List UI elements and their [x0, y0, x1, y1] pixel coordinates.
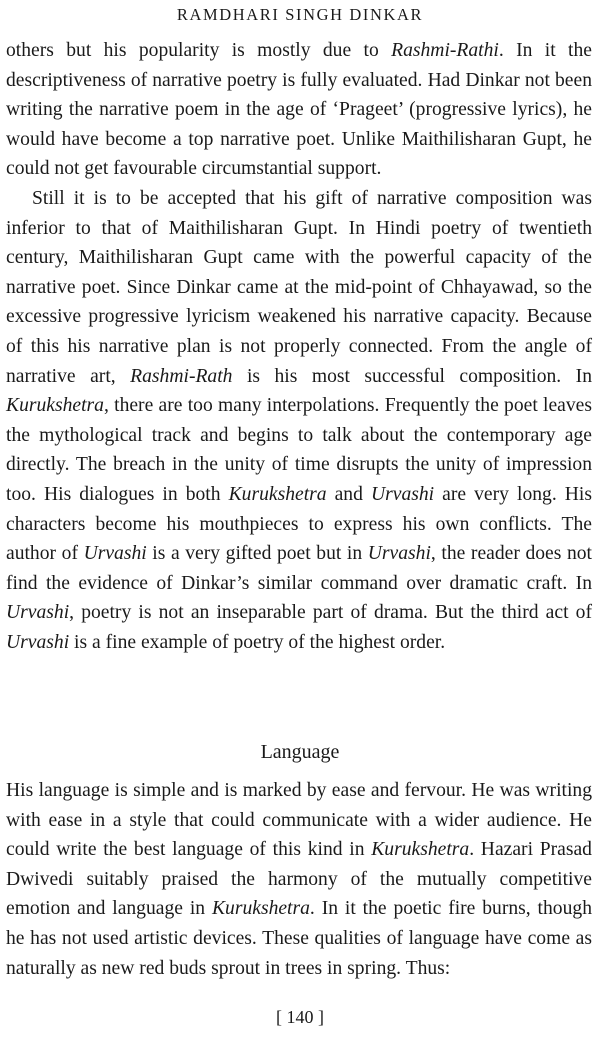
italic-title: Urvashi: [367, 543, 431, 565]
italic-title: Urvashi: [370, 483, 435, 505]
paragraph: Still it is to be accepted that his gift of narrative composition was inferior to that of Maithilisharan Gupt. In Hindi poetry of twentieth century, Maithilisharan Gupt came with the powerful capacity of the narrative poet. Since Dinkar came at the mid-point of Chhayawad, so the excessive progressive lyricism weakened his narrative capacity. Because of this his narrative plan is not properly connected. From the angle of narrative art, Rashmi-Rath is his most successful composition. In Kurukshetra, there are too many interpolations. Frequently the poet leaves the mythological track and begins to talk about the contemporary age directly. The breach in the unity of time disrupts the unity of impression too. His dialogues in both Kurukshetra and Urvashi are very long. His characters become his mouthpieces to express his own conflicts. The author of Urvashi is a very gifted poet but in Urvashi, the reader does not find the evidence of Dinkar’s similar command over dramatic craft. In Urvashi, poetry is not an inseparable part of drama. But the third act of Urvashi is a fine example of poetry of the highest order.: [6, 187, 593, 653]
italic-title: Kurukshetra: [6, 395, 104, 417]
italic-title: Urvashi: [83, 543, 147, 565]
section-heading: Language: [260, 741, 340, 763]
page-number: [ 140 ]: [276, 1007, 324, 1027]
paragraph: others but his popularity is mostly due to Rashmi-Rathi. In it the descriptiveness of narrative poetry is fully evaluated. Had Dinkar not been writing the narrative poem in the age of ‘Prageet’ (progressive lyrics), he would have become a top narrative poet. Unlike Maithilisharan Gupt, he could not get favourable circumstantial support.: [6, 40, 592, 180]
paragraph: His language is simple and is marked by ease and fervour. He was writing with ease in a style that could communicate with a wider audience. He could write the best language of this kind in Kurukshetra. Hazari Prasad Dwivedi suitably praised the harmony of the mutually competitive emotion and language in Kurukshetra. In it the poetic fire burns, though he has not used artistic devices. These qualities of language have come as naturally as new red buds sprout in trees in spring. Thus:: [6, 780, 592, 979]
body-text-block: [6, 36, 592, 657]
italic-title: Kurukshetra: [228, 483, 327, 505]
italic-title: Urvashi: [6, 602, 70, 624]
body-text-block: [6, 776, 592, 983]
italic-title: Kurukshetra: [371, 839, 470, 861]
italic-title: Rashmi-Rath: [130, 365, 233, 387]
italic-title: Kurukshetra: [211, 898, 310, 920]
italic-title: Urvashi: [6, 631, 70, 653]
italic-title: Rashmi-Rathi: [391, 40, 499, 61]
running-head: RAMDHARI SINGH DINKAR: [176, 5, 424, 24]
